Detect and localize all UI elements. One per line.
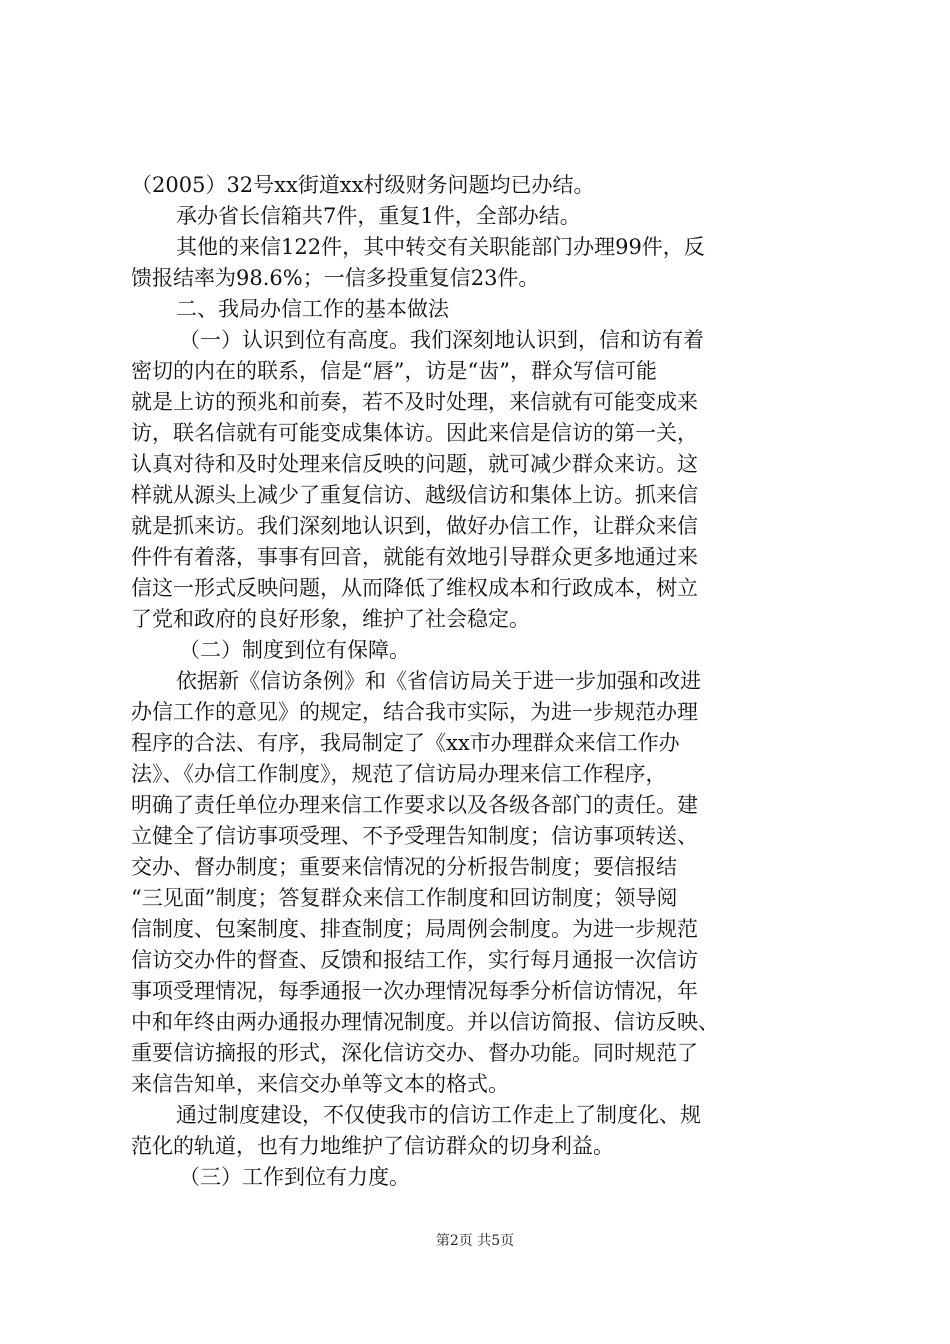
document-body xyxy=(131,170,831,1193)
text-line: “三见面”制度；答复群众来信工作制度和回访制度；领导阅 xyxy=(131,886,678,910)
text-line: 样就从源头上减少了重复信访、越级信访和集体上访。抓来信 xyxy=(131,483,698,507)
text-line: 立健全了信访事项受理、不予受理告知制度；信访事项转送、 xyxy=(131,824,698,848)
text-line: 信访交办件的督查、反馈和报结工作，实行每月通报一次信访 xyxy=(131,948,698,972)
text-line: 件件有着落，事事有回音，就能有效地引导群众更多地通过来 xyxy=(131,545,698,569)
page-number: 第2页 共5页 xyxy=(435,1233,515,1249)
text-line: 信这一形式反映问题，从而降低了维权成本和行政成本，树立 xyxy=(131,576,698,600)
text-line: 来信告知单，来信交办单等文本的格式。 xyxy=(131,1072,509,1096)
text-line: 访，联名信就有可能变成集体访。因此来信是信访的第一关， xyxy=(131,421,698,445)
text-line: 其他的来信122件，其中转交有关职能部门办理99件，反 xyxy=(176,235,705,259)
text-line: 密切的内在的联系，信是“唇”，访是“齿”，群众写信可能 xyxy=(131,359,657,383)
text-line: 依据新《信访条例》和《省信访局关于进一步加强和改进 xyxy=(176,669,701,693)
text-line: 了党和政府的良好形象，维护了社会稳定。 xyxy=(131,607,530,631)
text-line: 法》、《办信工作制度》，规范了信访局办理来信工作程序， xyxy=(131,762,667,786)
text-line: （2005）32号xx街道xx村级财务问题均已办结。 xyxy=(131,173,595,197)
section-heading: 二、我局办信工作的基本做法 xyxy=(176,297,449,321)
text-line: 事项受理情况，每季通报一次办理情况每季分析信访情况，年 xyxy=(131,979,698,1003)
text-line: 就是抓来访。我们深刻地认识到，做好办信工作，让群众来信 xyxy=(131,514,698,538)
text-line: 信制度、包案制度、排查制度；局周例会制度。为进一步规范 xyxy=(131,917,698,941)
text-line: 重要信访摘报的形式，深化信访交办、督办功能。同时规范了 xyxy=(131,1041,698,1065)
text-line: 认真对待和及时处理来信反映的问题，就可减少群众来访。这 xyxy=(131,452,698,476)
text-line: 明确了责任单位办理来信工作要求以及各级各部门的责任。建 xyxy=(131,793,698,817)
text-line: 范化的轨道，也有力地维护了信访群众的切身利益。 xyxy=(131,1134,614,1158)
text-line: 交办、督办制度；重要来信情况的分析报告制度；要信报结 xyxy=(131,855,677,879)
subsection-heading: （二）制度到位有保障。 xyxy=(179,638,410,662)
text-line: 通过制度建设，不仅使我市的信访工作走上了制度化、规 xyxy=(176,1103,701,1127)
subsection-heading: （三）工作到位有力度。 xyxy=(179,1165,410,1189)
text-line: 就是上访的预兆和前奏，若不及时处理，来信就有可能变成来 xyxy=(131,390,698,414)
text-line: 办信工作的意见》的规定，结合我市实际，为进一步规范办理 xyxy=(131,700,698,724)
text-line: 程序的合法、有序，我局制定了《xx市办理群众来信工作办 xyxy=(131,731,680,755)
text-line: 馈报结率为98.6%；一信多投重复信23件。 xyxy=(131,266,540,290)
text-line: 承办省长信箱共7件，重复1件，全部办结。 xyxy=(176,204,581,228)
subsection-heading: （一）认识到位有高度。我们深刻地认识到，信和访有着 xyxy=(179,328,704,352)
text-line: 中和年终由两办通报办理情况制度。并以信访简报、信访反映、 xyxy=(131,1010,719,1034)
